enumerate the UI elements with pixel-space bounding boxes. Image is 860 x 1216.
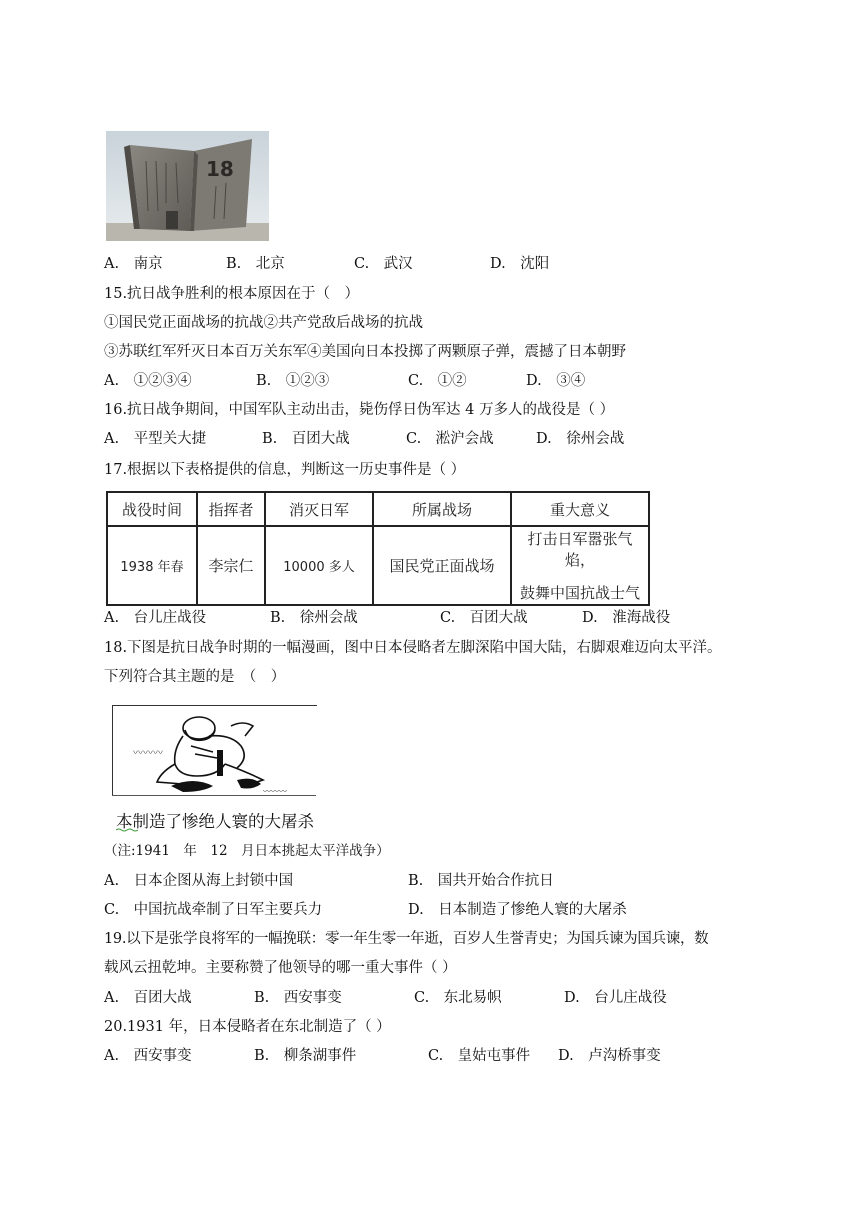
spellcheck-squiggle (116, 828, 138, 832)
q19-option-c[interactable]: C. 东北易帜 (414, 990, 502, 1006)
q14-option-d[interactable]: D. 沈阳 (490, 256, 550, 272)
q17-stem: 17.根据以下表格提供的信息，判断这一历史事件是（ ） (104, 462, 466, 478)
table-row (107, 526, 649, 605)
monument-photo (106, 131, 269, 241)
q16-option-c[interactable]: C. 淞沪会战 (406, 431, 494, 447)
cell-enemies-eliminated: 10000 多人 (265, 526, 373, 605)
q14-option-a[interactable]: A. 南京 (104, 256, 163, 272)
cartoon-image (112, 705, 317, 796)
cell-battlefield: 国民党正面战场 (373, 526, 511, 605)
q18-option-b[interactable]: B. 国共开始合作抗日 (408, 873, 554, 889)
q20-option-c[interactable]: C. 皇姑屯事件 (428, 1048, 531, 1064)
q16-option-b[interactable]: B. 百团大战 (262, 431, 350, 447)
battle-info-table (106, 491, 650, 606)
q17-option-c[interactable]: C. 百团大战 (440, 610, 528, 626)
q20-stem: 20.1931 年，日本侵略者在东北制造了（ ） (104, 1019, 391, 1035)
q18-option-d[interactable]: D. 日本制造了惨绝人寰的大屠杀 (408, 902, 627, 918)
cartoon-caption: 本制造了惨绝人寰的大屠杀 (116, 812, 314, 831)
q18-stem-1: 18.下图是抗日战争时期的一幅漫画，图中日本侵略者左脚深陷中国大陆，右脚艰难迈向太平洋。 (104, 640, 722, 656)
header-significance: 重大意义 (511, 492, 649, 526)
cell-commander: 李宗仁 (197, 526, 265, 605)
q19-option-b[interactable]: B. 西安事变 (254, 990, 342, 1006)
q18-option-a[interactable]: A. 日本企图从海上封锁中国 (104, 873, 294, 889)
q15-items-2: ③苏联红军歼灭日本百万关东军④美国向日本投掷了两颗原子弹，震撼了日本朝野 (104, 344, 626, 360)
q15-option-b[interactable]: B. ①②③ (256, 373, 330, 389)
significance-line-2: 鼓舞中国抗战士气 (519, 584, 640, 602)
q19-option-a[interactable]: A. 百团大战 (104, 990, 192, 1006)
q19-stem-2: 载风云扭乾坤。主要称赞了他领导的哪一重大事件（ ） (104, 960, 457, 976)
q18-stem-2: 下列符合其主题的是 （ ） (104, 669, 286, 685)
header-enemies-eliminated: 消灭日军 (265, 492, 373, 526)
q16-stem: 16.抗日战争期间，中国军队主动出击，毙伤俘日伪军达 4 万多人的战役是（ ） (104, 402, 615, 418)
q17-option-d[interactable]: D. 淮海战役 (582, 610, 671, 626)
cell-battle-time: 1938 年春 (107, 526, 197, 605)
q20-option-b[interactable]: B. 柳条湖事件 (254, 1048, 357, 1064)
svg-text:18: 18 (206, 157, 234, 181)
header-commander: 指挥者 (197, 492, 265, 526)
q17-option-a[interactable]: A. 台儿庄战役 (104, 610, 207, 626)
q20-option-a[interactable]: A. 西安事变 (104, 1048, 192, 1064)
q15-option-a[interactable]: A. ①②③④ (104, 373, 192, 389)
q16-option-d[interactable]: D. 徐州会战 (536, 431, 625, 447)
significance-line-1: 打击日军嚣张气焰， (527, 530, 633, 569)
q19-stem-1: 19.以下是张学良将军的一幅挽联：零一年生零一年逝，百岁人生誉青史；为国兵谏为国兵谏，数 (104, 931, 709, 947)
q15-option-c[interactable]: C. ①② (408, 373, 467, 389)
cartoon-divider (112, 795, 316, 796)
q17-option-b[interactable]: B. 徐州会战 (270, 610, 358, 626)
cell-significance (511, 526, 649, 605)
q15-items-1: ①国民党正面战场的抗战②共产党敌后战场的抗战 (104, 315, 423, 331)
q19-option-d[interactable]: D. 台儿庄战役 (564, 990, 667, 1006)
svg-text:〰〰〰: 〰〰〰 (133, 748, 163, 759)
q15-option-d[interactable]: D. ③④ (526, 373, 586, 389)
q14-option-b[interactable]: B. 北京 (226, 256, 285, 272)
q15-stem: 15.抗日战争胜利的根本原因在于（ ） (104, 286, 360, 302)
q18-note: （注:1941 年 12 月日本挑起太平洋战争） (104, 843, 390, 859)
q16-option-a[interactable]: A. 平型关大捷 (104, 431, 207, 447)
header-battlefield: 所属战场 (373, 492, 511, 526)
svg-text:〰〰〰: 〰〰〰 (263, 787, 287, 796)
q14-option-c[interactable]: C. 武汉 (354, 256, 413, 272)
table-header-row (107, 492, 649, 526)
q18-option-c[interactable]: C. 中国抗战牵制了日军主要兵力 (104, 902, 323, 918)
q20-option-d[interactable]: D. 卢沟桥事变 (558, 1048, 661, 1064)
header-battle-time: 战役时间 (107, 492, 197, 526)
cartoon-drawing (113, 706, 317, 796)
